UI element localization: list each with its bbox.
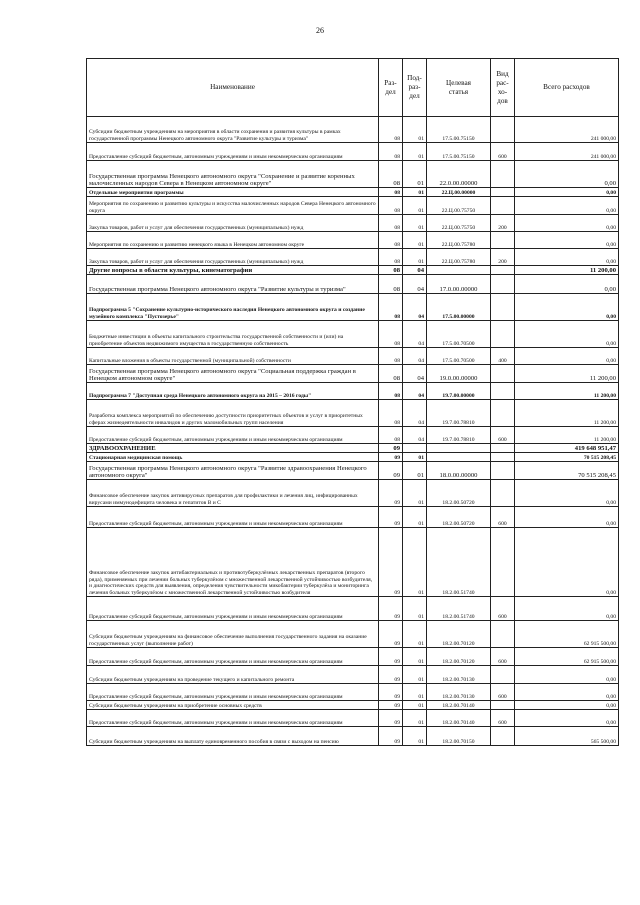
row-expense-type [491, 701, 515, 710]
row-target-article: 18.0.00.00000 [427, 462, 491, 480]
row-subsection: 01 [403, 727, 427, 746]
row-total: 0,00 [515, 321, 619, 348]
row-target-article: 18.2.00.70130 [427, 684, 491, 701]
row-expense-type [491, 365, 515, 383]
row-name: Государственная программа Ненецкого автономного округа "Развитие здравоохранения Ненецкого автономного округа" [87, 462, 379, 480]
row-total: 0,00 [515, 528, 619, 597]
header-target-article: Целевая статья [427, 59, 491, 117]
row-target-article: 18.2.00.51740 [427, 528, 491, 597]
row-subsection: 01 [403, 232, 427, 249]
row-section: 08 [379, 215, 403, 232]
row-total: 565 500,00 [515, 727, 619, 746]
table-row [87, 621, 619, 648]
row-section: 08 [379, 348, 403, 365]
row-subsection: 01 [403, 197, 427, 215]
table-row [87, 275, 619, 294]
row-expense-type [491, 232, 515, 249]
row-section: 09 [379, 701, 403, 710]
row-expense-type [491, 621, 515, 648]
row-section: 08 [379, 294, 403, 321]
row-target-article: 18.2.00.50720 [427, 480, 491, 507]
row-target-article: 17.0.00.00000 [427, 275, 491, 294]
row-target-article: 18.2.00.70130 [427, 666, 491, 684]
row-total: 0,00 [515, 161, 619, 188]
row-target-article [427, 444, 491, 453]
row-name: Другие вопросы в области культуры, кинематографии [87, 266, 379, 275]
row-section: 09 [379, 710, 403, 727]
row-total: 419 648 951,47 [515, 444, 619, 453]
row-name: Субсидии бюджетным учреждениям на мероприятия в области сохранения и развития культуры в рамках государственной программы Ненецкого автономного округа "Развитие культуры и туризма" [87, 117, 379, 143]
row-total: 0,00 [515, 232, 619, 249]
row-target-article: 18.2.00.70150 [427, 727, 491, 746]
row-name: Мероприятия по сохранению и развитию ненецкого языка в Ненецком автономном округе [87, 232, 379, 249]
row-name: Подпрограмма 5 "Сохранение культурно-исторического наследия Ненецкого автономного округа и создание музейного комплекса "Пустозерье" [87, 294, 379, 321]
row-subsection: 01 [403, 710, 427, 727]
row-name: Финансовое обеспечение закупок антивирусных препаратов для профилактики и лечения лиц, инфицированных вирусами иммунодефицита человека и гепатитов В и С [87, 480, 379, 507]
row-subsection: 01 [403, 161, 427, 188]
row-total: 241 000,00 [515, 143, 619, 161]
row-name: Предоставление субсидий бюджетным, автономным учреждениям и иным некоммерческим организациям [87, 143, 379, 161]
row-target-article [427, 453, 491, 462]
table-row [87, 321, 619, 348]
row-section: 08 [379, 365, 403, 383]
row-target-article: 22.Ц.00.75750 [427, 197, 491, 215]
row-section: 09 [379, 453, 403, 462]
row-subsection: 01 [403, 117, 427, 143]
row-name: Государственная программа Ненецкого автономного округа "Социальная поддержка граждан в Ненецком автономном округе" [87, 365, 379, 383]
row-total: 0,00 [515, 197, 619, 215]
row-target-article: 22.Ц.00.00000 [427, 188, 491, 197]
row-target-article: 19.7.00.00000 [427, 383, 491, 400]
table-row [87, 462, 619, 480]
row-expense-type [491, 528, 515, 597]
row-target-article: 19.7.00.78810 [427, 400, 491, 427]
header-name: Наименование [87, 59, 379, 117]
row-section: 08 [379, 117, 403, 143]
row-name: Закупка товаров, работ и услуг для обеспечения государственных (муниципальных) нужд [87, 215, 379, 232]
row-total: 11 200,00 [515, 427, 619, 444]
row-expense-type [491, 383, 515, 400]
row-total: 0,00 [515, 480, 619, 507]
row-section: 09 [379, 621, 403, 648]
row-section: 08 [379, 266, 403, 275]
row-subsection: 01 [403, 143, 427, 161]
row-name: Субсидии бюджетным учреждениям на финансовое обеспечение выполнения государственного задания на оказание государственных услуг (выполнение работ) [87, 621, 379, 648]
row-subsection: 01 [403, 666, 427, 684]
row-subsection: 01 [403, 188, 427, 197]
row-section: 08 [379, 232, 403, 249]
table-row [87, 710, 619, 727]
row-total: 0,00 [515, 348, 619, 365]
row-total: 0,00 [515, 597, 619, 621]
row-expense-type [491, 321, 515, 348]
row-name: Капитальные вложения в объекты государственной (муниципальной) собственности [87, 348, 379, 365]
row-expense-type: 600 [491, 507, 515, 528]
row-total: 0,00 [515, 188, 619, 197]
row-subsection: 01 [403, 507, 427, 528]
row-section: 09 [379, 462, 403, 480]
row-expense-type: 400 [491, 348, 515, 365]
row-total: 70 515 208,45 [515, 453, 619, 462]
row-subsection: 01 [403, 462, 427, 480]
table-row [87, 348, 619, 365]
row-section: 09 [379, 507, 403, 528]
row-subsection: 01 [403, 528, 427, 597]
row-expense-type [491, 444, 515, 453]
row-subsection: 04 [403, 427, 427, 444]
header-subsection: Под- раз- дел [403, 59, 427, 117]
row-subsection: 01 [403, 648, 427, 666]
page-number: 26 [316, 26, 324, 35]
table-row [87, 701, 619, 710]
row-subsection: 04 [403, 275, 427, 294]
row-target-article: 19.7.00.78810 [427, 427, 491, 444]
row-total: 241 000,00 [515, 117, 619, 143]
row-target-article: 22.0.00.00000 [427, 161, 491, 188]
row-total: 0,00 [515, 666, 619, 684]
row-section: 08 [379, 161, 403, 188]
row-total: 0,00 [515, 710, 619, 727]
row-section: 08 [379, 188, 403, 197]
row-name: Предоставление субсидий бюджетным, автономным учреждениям и иным некоммерческим организациям [87, 648, 379, 666]
row-expense-type: 600 [491, 143, 515, 161]
row-target-article: 18.2.00.50720 [427, 507, 491, 528]
row-name: Разработка комплекса мероприятий по обеспечению доступности приоритетных объектов и услуг в приоритетных сферах жизнедеятельности инвалидов и других маломобильных групп населения [87, 400, 379, 427]
row-target-article: 17.5.00.75150 [427, 143, 491, 161]
row-name: Предоставление субсидий бюджетным, автономным учреждениям и иным некоммерческим организациям [87, 684, 379, 701]
row-target-article: 17.5.00.70500 [427, 321, 491, 348]
row-expense-type: 600 [491, 427, 515, 444]
row-subsection: 01 [403, 597, 427, 621]
row-total: 11 200,00 [515, 383, 619, 400]
table-row [87, 453, 619, 462]
table-row [87, 197, 619, 215]
row-section: 08 [379, 427, 403, 444]
row-total: 0,00 [515, 701, 619, 710]
row-subsection: 01 [403, 215, 427, 232]
row-section: 08 [379, 275, 403, 294]
row-name: Подпрограмма 7 "Доступная среда Ненецкого автономного округа на 2015 – 2016 годы" [87, 383, 379, 400]
table-row [87, 480, 619, 507]
header-total: Всего расходов [515, 59, 619, 117]
row-total: 0,00 [515, 507, 619, 528]
row-target-article: 17.5.00.00000 [427, 294, 491, 321]
table-row [87, 294, 619, 321]
row-expense-type [491, 117, 515, 143]
row-name: ЗДРАВООХРАНЕНИЕ [87, 444, 379, 453]
row-subsection: 01 [403, 480, 427, 507]
row-subsection: 01 [403, 701, 427, 710]
row-section: 08 [379, 197, 403, 215]
table-row [87, 400, 619, 427]
row-target-article: 18.2.00.70140 [427, 701, 491, 710]
row-name: Мероприятия по сохранению и развитию культуры и искусства малочисленных народов Севера Ненецкого автономного округа [87, 197, 379, 215]
header-section: Раз- дел [379, 59, 403, 117]
row-name: Предоставление субсидий бюджетным, автономным учреждениям и иным некоммерческим организациям [87, 507, 379, 528]
row-expense-type: 600 [491, 710, 515, 727]
row-target-article: 18.2.00.51740 [427, 597, 491, 621]
row-section: 09 [379, 684, 403, 701]
row-total: 70 515 208,45 [515, 462, 619, 480]
row-section: 08 [379, 321, 403, 348]
table-row [87, 507, 619, 528]
table-row [87, 365, 619, 383]
row-section: 09 [379, 528, 403, 597]
row-expense-type: 600 [491, 597, 515, 621]
row-expense-type: 600 [491, 648, 515, 666]
row-subsection: 01 [403, 453, 427, 462]
row-subsection: 04 [403, 383, 427, 400]
table-row [87, 188, 619, 197]
row-target-article: 22.Ц.00.75750 [427, 215, 491, 232]
table-row [87, 727, 619, 746]
row-name: Предоставление субсидий бюджетным, автономным учреждениям и иным некоммерческим организациям [87, 710, 379, 727]
row-subsection [403, 444, 427, 453]
row-expense-type [491, 453, 515, 462]
row-subsection: 04 [403, 348, 427, 365]
row-name: Предоставление субсидий бюджетным, автономным учреждениям и иным некоммерческим организациям [87, 427, 379, 444]
row-name: Закупка товаров, работ и услуг для обеспечения государственных (муниципальных) нужд [87, 249, 379, 266]
table-header-row [87, 59, 619, 117]
row-name: Отдельные мероприятия программы [87, 188, 379, 197]
row-expense-type: 200 [491, 249, 515, 266]
row-total: 11 200,00 [515, 365, 619, 383]
row-total: 0,00 [515, 215, 619, 232]
row-expense-type [491, 266, 515, 275]
row-target-article: 18.2.00.70140 [427, 710, 491, 727]
row-expense-type [491, 197, 515, 215]
row-expense-type [491, 727, 515, 746]
row-target-article: 18.2.00.70120 [427, 621, 491, 648]
table-row [87, 427, 619, 444]
row-target-article: 17.5.00.70500 [427, 348, 491, 365]
row-subsection: 01 [403, 249, 427, 266]
row-section: 08 [379, 400, 403, 427]
row-expense-type [491, 161, 515, 188]
row-expense-type [491, 294, 515, 321]
row-section: 09 [379, 480, 403, 507]
row-target-article: 22.Ц.00.75780 [427, 249, 491, 266]
row-total: 62 915 500,00 [515, 648, 619, 666]
row-expense-type [491, 275, 515, 294]
table-row [87, 528, 619, 597]
table-row [87, 383, 619, 400]
row-name: Финансовое обеспечение закупок антибактериальных и противотуберкулёзных лекарственных препаратов (второго ряда), применяемых при лечении больных туберкулёзом с множественной лекарственной устойчивостью возбудителя, и диагностических средств для выявления, определения чувствительности микобактерии туберкулёза и мониторинга лечения больных туберкулёзом с множественной лекарственной устойчивостью возбудителя [87, 528, 379, 597]
row-section: 09 [379, 727, 403, 746]
row-target-article [427, 266, 491, 275]
row-section: 09 [379, 597, 403, 621]
row-target-article: 22.Ц.00.75780 [427, 232, 491, 249]
row-expense-type: 200 [491, 215, 515, 232]
row-name: Субсидии бюджетным учреждениям на выплату единовременного пособия в связи с выходом на пенсию [87, 727, 379, 746]
row-name: Государственная программа Ненецкого автономного округа "Сохранение и развитие коренных малочисленных народов Севера в Ненецком автономном округе" [87, 161, 379, 188]
table-row [87, 161, 619, 188]
row-total: 0,00 [515, 249, 619, 266]
table-row [87, 249, 619, 266]
row-subsection: 01 [403, 621, 427, 648]
row-expense-type [491, 400, 515, 427]
row-section: 08 [379, 249, 403, 266]
row-expense-type [491, 188, 515, 197]
row-total: 0,00 [515, 294, 619, 321]
row-subsection: 04 [403, 266, 427, 275]
row-section: 08 [379, 143, 403, 161]
row-target-article: 18.2.00.70120 [427, 648, 491, 666]
row-section: 09 [379, 648, 403, 666]
table-row [87, 117, 619, 143]
table-row [87, 597, 619, 621]
row-name: Субсидии бюджетным учреждениям на приобретение основных средств [87, 701, 379, 710]
row-expense-type [491, 666, 515, 684]
table-row [87, 266, 619, 275]
row-subsection: 04 [403, 294, 427, 321]
row-subsection: 04 [403, 365, 427, 383]
row-section: 09 [379, 666, 403, 684]
row-section: 08 [379, 383, 403, 400]
row-name: Субсидии бюджетным учреждениям на проведение текущего и капитального ремонта [87, 666, 379, 684]
row-expense-type [491, 480, 515, 507]
row-total: 62 915 500,00 [515, 621, 619, 648]
row-subsection: 01 [403, 684, 427, 701]
row-subsection: 04 [403, 400, 427, 427]
row-target-article: 19.0.00.00000 [427, 365, 491, 383]
row-name: Стационарная медицинская помощь [87, 453, 379, 462]
table-row [87, 684, 619, 701]
row-subsection: 04 [403, 321, 427, 348]
row-expense-type: 600 [491, 684, 515, 701]
row-total: 11 200,00 [515, 266, 619, 275]
table-row [87, 232, 619, 249]
table-row [87, 648, 619, 666]
budget-expenditure-table [86, 58, 619, 746]
row-total: 11 200,00 [515, 400, 619, 427]
table-row [87, 143, 619, 161]
table-row [87, 666, 619, 684]
row-name: Предоставление субсидий бюджетным, автономным учреждениям и иным некоммерческим организациям [87, 597, 379, 621]
header-expense-type: Вид рас- хо- дов [491, 59, 515, 117]
row-expense-type [491, 462, 515, 480]
table-row [87, 444, 619, 453]
row-name: Бюджетные инвестиции в объекты капитального строительства государственной собственности и (или) на приобретение объектов недвижимого имущества в государственную собственность [87, 321, 379, 348]
table-row [87, 215, 619, 232]
row-total: 0,00 [515, 275, 619, 294]
row-total: 0,00 [515, 684, 619, 701]
row-name: Государственная программа Ненецкого автономного округа "Развитие культуры и туризма" [87, 275, 379, 294]
row-target-article: 17.5.00.75150 [427, 117, 491, 143]
row-section: 09 [379, 444, 403, 453]
